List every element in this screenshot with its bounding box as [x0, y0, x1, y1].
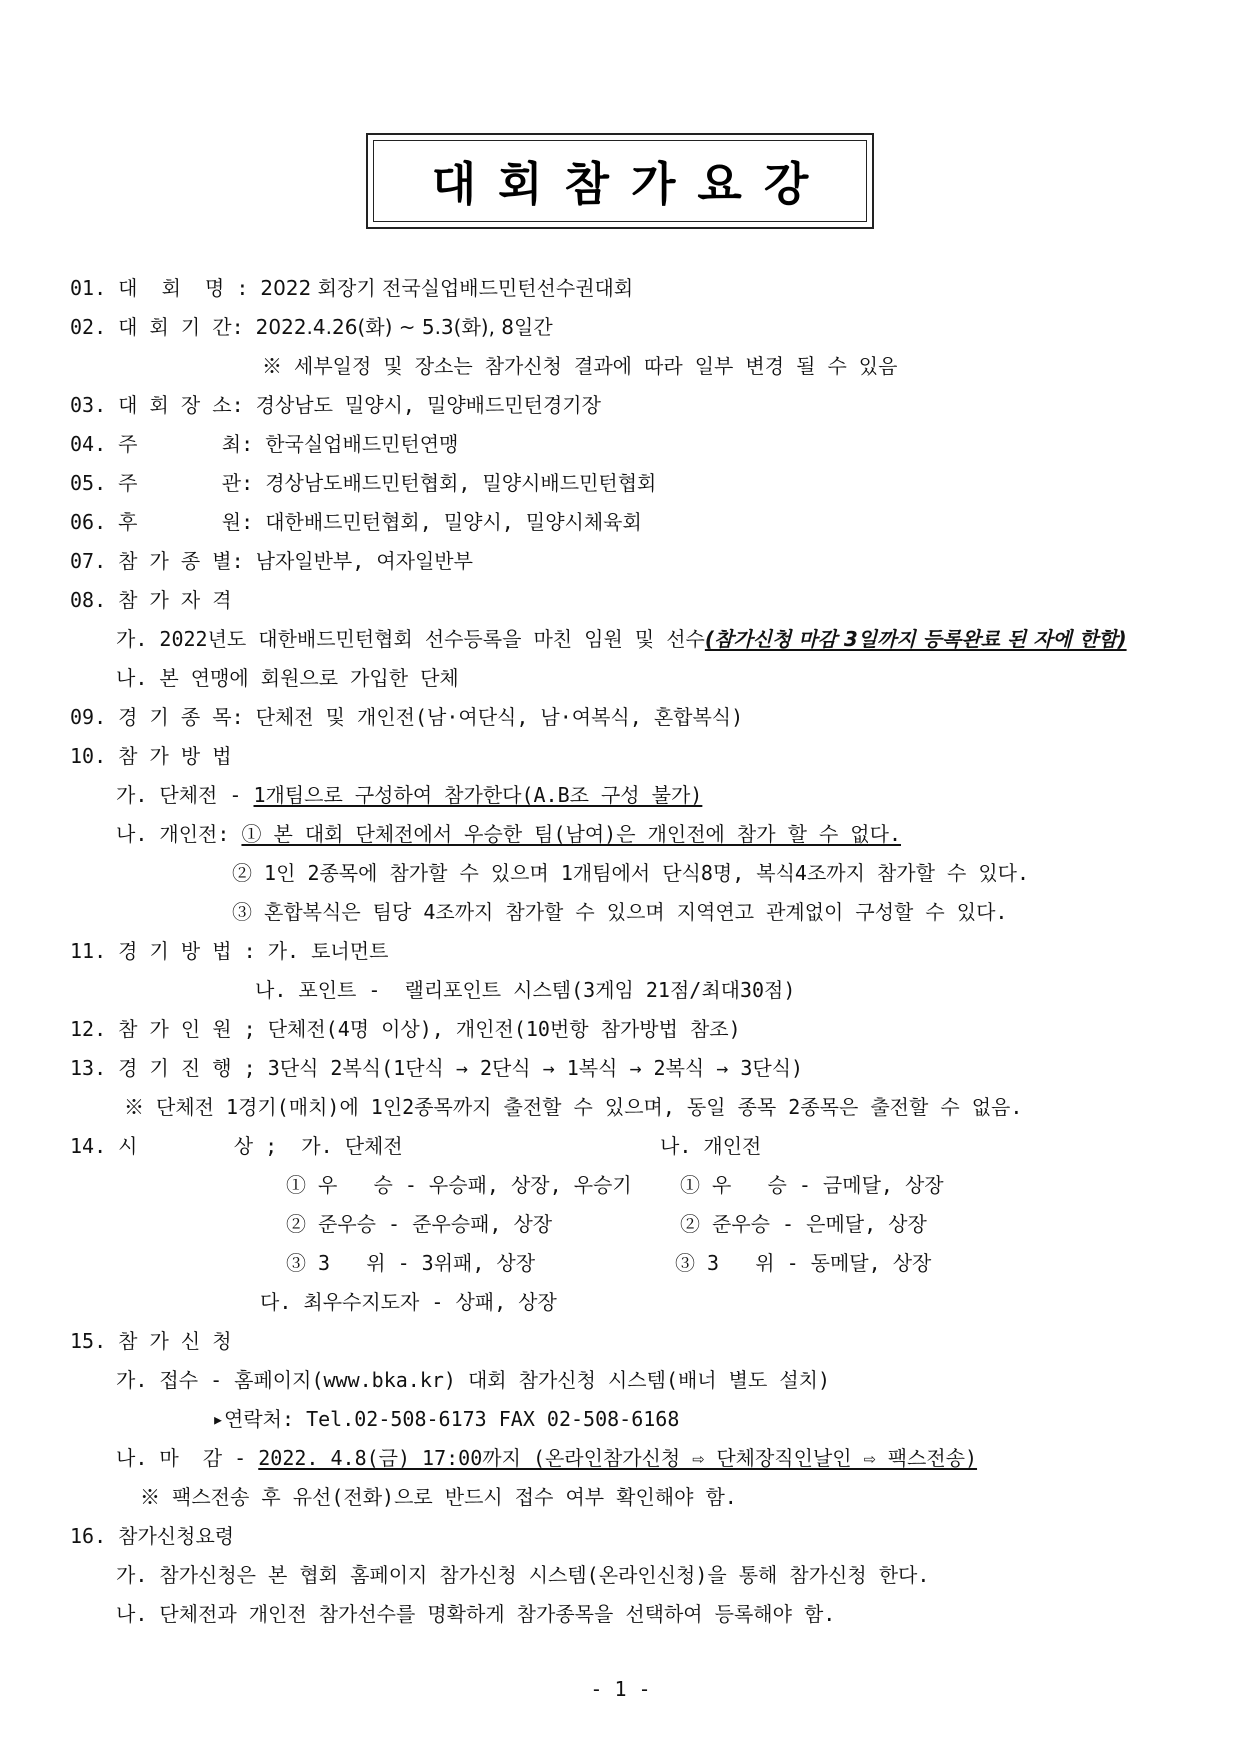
item-14-coach: 다. 최우수지도자 - 상패, 상장: [260, 1290, 557, 1314]
item-14-indiv-2: ② 준우승 - 은메달, 상장: [680, 1212, 927, 1236]
item-13-label: 13. 경 기 진 행 ;: [70, 1056, 268, 1080]
item-15-b-prefix: 나. 마 감 -: [116, 1446, 259, 1470]
item-01-label: 01. 대 회 명 :: [70, 276, 261, 300]
item-06-value: 대한배드민턴협회, 밀양시, 밀양시체육회: [265, 510, 642, 534]
item-08-a-text: 가. 2022년도 대한배드민턴협회 선수등록을 마친 임원 및 선수: [116, 627, 705, 651]
item-06: [70, 509, 642, 535]
item-10-b1: ① 본 대회 단체전에서 우승한 팀(남여)은 개인전에 참가 할 수 없다.: [241, 822, 901, 846]
item-14-team-heading: 가. 단체전: [301, 1134, 403, 1158]
item-10-b: [116, 821, 901, 847]
item-07-label: 07. 참 가 종 별:: [70, 549, 256, 573]
item-02-note: ※ 세부일정 및 장소는 참가신청 결과에 따라 일부 변경 될 수 있음: [262, 354, 898, 378]
item-03-value: 경상남도 밀양시, 밀양배드민턴경기장: [255, 393, 601, 417]
item-10-label: 10. 참 가 방 법: [70, 744, 232, 768]
item-11-a: 가. 토너먼트: [267, 939, 389, 963]
document-title: 대회참가요강: [431, 157, 831, 211]
item-13-note: ※ 단체전 1경기(매치)에 1인2종목까지 출전할 수 있으며, 동일 종목 2종목은 출전할 수 없음.: [124, 1095, 1023, 1119]
item-10-a-prefix: 가. 단체전 -: [116, 783, 254, 807]
item-15-b-deadline: 2022. 4.8(금) 17:00까지 (온라인참가신청 ⇨ 단체장직인날인 ⇨ 팩스전송): [258, 1446, 978, 1470]
item-01-value: 2022 회장기 전국실업배드민턴선수권대회: [260, 276, 634, 300]
title-box: [366, 133, 874, 229]
item-05-label: 05. 주 관:: [70, 471, 266, 495]
item-14-indiv-1: ① 우 승 - 금메달, 상장: [680, 1173, 944, 1197]
item-14-label: 14. 시 상 ;: [70, 1134, 302, 1158]
item-14-team-1: ① 우 승 - 우승패, 상장, 우승기: [286, 1173, 632, 1197]
item-09: [70, 704, 743, 730]
item-14-team-2: ② 준우승 - 준우승패, 상장: [286, 1212, 553, 1236]
item-10-b-prefix: 나. 개인전:: [116, 822, 242, 846]
item-03: [70, 392, 601, 418]
item-08-a-emphasis: (참가신청 마감 3일까지 등록완료 된 자에 한함): [704, 627, 1127, 651]
item-08-b: 나. 본 연맹에 회원으로 가입한 단체: [116, 666, 459, 690]
item-13-value: 3단식 2복식(1단식 → 2단식 → 1복식 → 2복식 → 3단식): [267, 1056, 804, 1080]
item-15-contact: ▸연락처: Tel.02-508-6173 FAX 02-508-6168: [212, 1407, 680, 1431]
item-13: [70, 1055, 803, 1081]
item-12-value: 단체전(4명 이상), 개인전(10번항 참가방법 참조): [267, 1017, 741, 1041]
item-06-label: 06. 후 원:: [70, 510, 266, 534]
item-07-value: 남자일반부, 여자일반부: [255, 549, 473, 573]
item-14-indiv-3: ③ 3 위 - 동메달, 상장: [675, 1251, 932, 1275]
item-16-a: 가. 참가신청은 본 협회 홈페이지 참가신청 시스템(온라인신청)을 통해 참가신청 한다.: [116, 1563, 930, 1587]
item-10-b3: ③ 혼합복식은 팀당 4조까지 참가할 수 있으며 지역연고 관계없이 구성할 수 있다.: [232, 900, 1008, 924]
item-02-value: 2022.4.26(화) ~ 5.3(화), 8일간: [255, 315, 553, 339]
item-04: [70, 431, 458, 457]
item-09-value: 단체전 및 개인전(남·여단식, 남·여복식, 혼합복식): [255, 705, 744, 729]
item-05-value: 경상남도배드민턴협회, 밀양시배드민턴협회: [265, 471, 657, 495]
item-10-a: [116, 782, 702, 808]
item-07: [70, 548, 473, 574]
item-10-b2: ② 1인 2종목에 참가할 수 있으며 1개팀에서 단식8명, 복식4조까지 참가할 수 있다.: [232, 861, 1030, 885]
item-16-label: 16. 참가신청요령: [70, 1524, 235, 1548]
item-15-b: [116, 1445, 977, 1471]
item-15-label: 15. 참 가 신 청: [70, 1329, 232, 1353]
item-12: [70, 1016, 741, 1042]
item-02-label: 02. 대 회 기 간:: [70, 315, 256, 339]
item-03-label: 03. 대 회 장 소:: [70, 393, 256, 417]
item-11-label: 11. 경 기 방 법 :: [70, 939, 268, 963]
item-08-label: 08. 참 가 자 격: [70, 588, 232, 612]
item-05: [70, 470, 656, 496]
item-14-indiv-heading: 나. 개인전: [660, 1134, 762, 1158]
item-11-b: 나. 포인트 - 랠리포인트 시스템(3게임 21점/최대30점): [255, 978, 796, 1002]
item-01: [70, 275, 633, 301]
item-08-a: [116, 626, 1127, 652]
item-12-label: 12. 참 가 인 원 ;: [70, 1017, 268, 1041]
item-09-label: 09. 경 기 종 목:: [70, 705, 256, 729]
page-number: - 1 -: [590, 1677, 651, 1701]
item-16-b: 나. 단체전과 개인전 참가선수를 명확하게 참가종목을 선택하여 등록해야 함.: [116, 1602, 836, 1626]
item-14: [70, 1133, 403, 1159]
item-15-note: ※ 팩스전송 후 유선(전화)으로 반드시 접수 여부 확인해야 함.: [140, 1485, 737, 1509]
item-10-a-text: 1개팀으로 구성하여 참가한다(A.B조 구성 불가): [253, 783, 703, 807]
item-14-team-3: ③ 3 위 - 3위패, 상장: [286, 1251, 536, 1275]
title-box-inner: [373, 140, 867, 222]
item-04-label: 04. 주 최:: [70, 432, 266, 456]
item-11: [70, 938, 388, 964]
item-04-value: 한국실업배드민턴연맹: [265, 432, 459, 456]
item-15-a: 가. 접수 - 홈페이지(www.bka.kr) 대회 참가신청 시스템(배너 별도 설치): [116, 1368, 831, 1392]
item-02: [70, 314, 553, 340]
